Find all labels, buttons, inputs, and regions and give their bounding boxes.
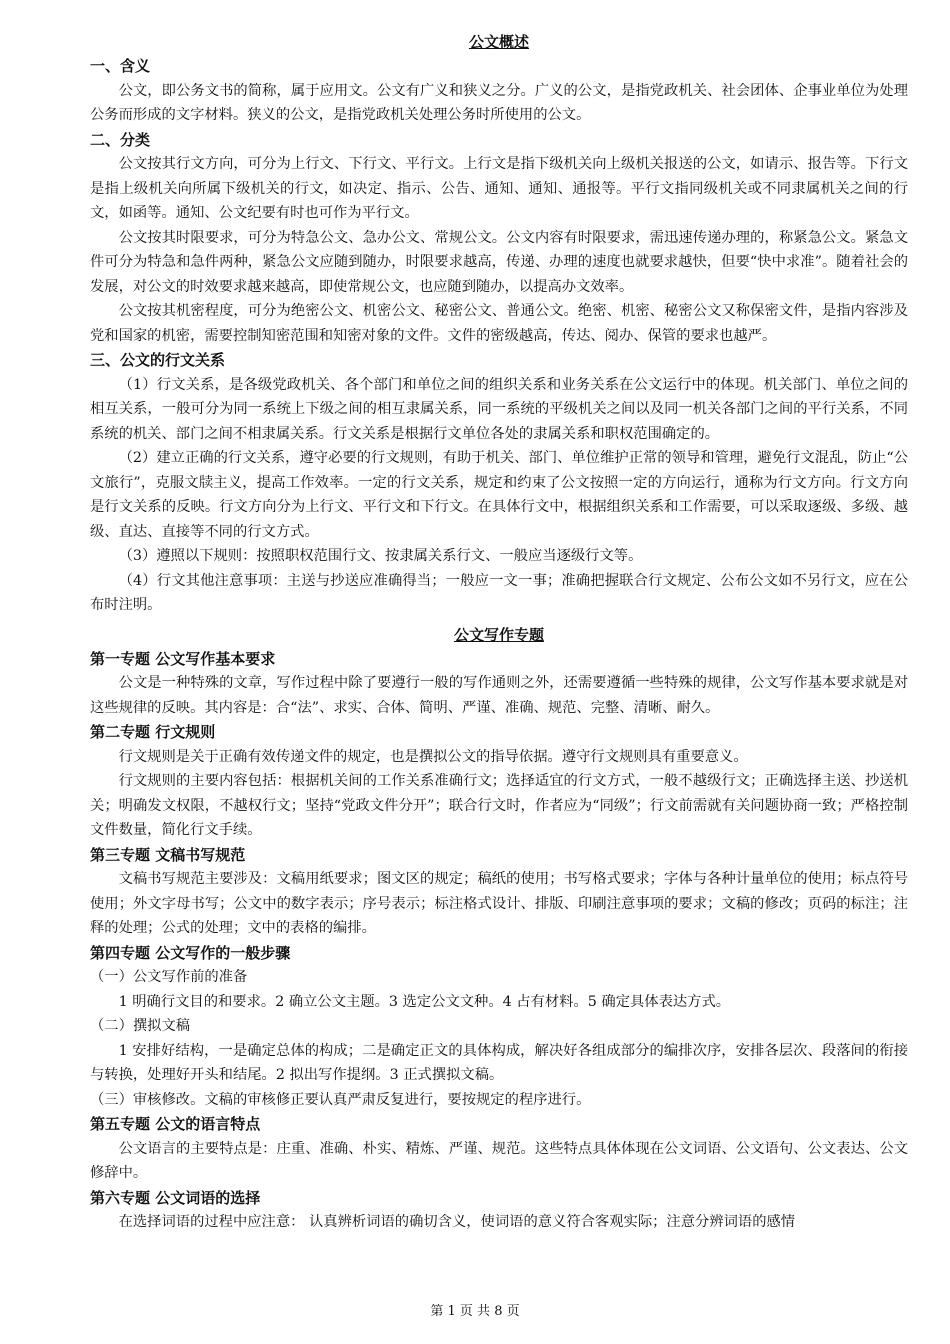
paragraph: 公文按其行文方向，可分为上行文、下行文、平行文。上行文是指下级机关向上级机关报送的公文，如请示、报告等。下行文是指上级机关向所属下级机关的行文，如决定、指示、公告、通知、通知、通报等。平行文指同级机关或不同隶属机关之间的行文，如函等。通知、公文纪要有时也可作为平行文。: [90, 156, 908, 221]
paragraph: 公文，即公务文书的简称，属于应用文。公文有广义和狭义之分。广义的公文，是指党政机关、社会团体、企事业单位为处理公务而形成的文字材料。狭义的公文，是指党政机关处理公务时所使用的公文。: [90, 82, 908, 123]
paragraph: 在选择词语的过程中应注意： 认真辨析词语的确切含义，使词语的意义符合客观实际；注意分辨词语的感情: [118, 1214, 796, 1230]
paragraph: 公文是一种特殊的文章，写作过程中除了要遵行一般的写作通则之外，还需要遵循一些特殊的规律，公文写作基本要求就是对这些规律的反映。其内容是：合“法”、求实、合体、简明、严谨、准确、规范、完整、清晰、耐久。: [90, 675, 908, 716]
heading-meaning: 一、含义: [90, 57, 151, 75]
paragraph: 1 安排好结构，一是确定总体的构成；二是确定正文的具体构成，解决好各组成部分的编排次序，安排各层次、段落间的衔接与转换，处理好开头和结尾。2 拟出写作提纲。3 正式撰拟文稿。: [90, 1042, 908, 1083]
paragraph: （1）行文关系，是各级党政机关、各个部门和单位之间的组织关系和业务关系在公文运行中的体现。机关部门、单位之间的相互关系，一般可分为同一系统上下级之间的相互隶属关系，同一系统的平级机关之间以及同一机关各部门之间的平行关系，不同系统的机关、部门之间不相隶属关系。行文关系是根据行文单位各处的隶属关系和职权范围确定的。: [90, 376, 908, 442]
document-content: [90, 30, 908, 1235]
paragraph: 公文按其时限要求，可分为特急公文、急办公文、常规公文。公文内容有时限要求，需迅速传递办理的，称紧急公文。紧急文件可分为特急和急件两种，紧急公文应随到随办，时限要求越高，传递、办理的速度也就要求越快，但要“快中求准”。随着社会的发展，对公文的时效要求越来越高，即使常规公文，也应随到随办，以提高办文效率。: [90, 229, 908, 295]
paragraph: （4）行文其他注意事项：主送与抄送应准确得当；一般应一文一事；准确把握联合行文规定、公布公文如不另行文，应在公布时注明。: [90, 572, 908, 613]
paragraph: 行文规则是关于正确有效传递文件的规定，也是撰拟公文的指导依据。遵守行文规则具有重要意义。: [118, 748, 748, 765]
paragraph: （2）建立正确的行文关系，遵守必要的行文规则，有助于机关、部门、单位维护正常的领导和管理，避免行文混乱，防止“公文旅行”，克服文牍主义，提高工作效率。一定的行文关系，规定和约束了公文按照一定的方向运行，通称为行文方向。行文方向是行文关系的反映。行文方向分为上行文、平行文和下行文。在具体行文中，根据组织关系和工作需要，可以采取逐级、多级、越级、直达、直接等不同的行文方式。: [90, 450, 908, 540]
subheading: （一）公文写作前的准备: [90, 969, 248, 985]
subheading: （二）撰拟文稿: [90, 1018, 191, 1034]
heading-topic-6: 第六专题 公文词语的选择: [90, 1188, 261, 1207]
subheading: （三）审核修改。文稿的审核修正要认真严肃反复进行，要按规定的程序进行。: [90, 1091, 591, 1108]
paragraph: 公文按其机密程度，可分为绝密公文、机密公文、秘密公文、普通公文。绝密、机密、秘密公文又称保密文件，是指内容涉及党和国家的机密，需要控制知密范围和知密对象的文件。文件的密级越高，传达、阅办、保管的要求也越严。: [90, 303, 908, 344]
heading-topic-3: 第三专题 文稿书写规范: [90, 845, 246, 864]
heading-topic-5: 第五专题 公文的语言特点: [90, 1115, 261, 1133]
paragraph: 1 明确行文目的和要求。2 确立公文主题。3 选定公文文种。4 占有材料。5 确定具体表达方式。: [118, 993, 731, 1010]
heading-topic-4: 第四专题 公文写作的一般步骤: [90, 943, 291, 962]
paragraph: 行文规则的主要内容包括：根据机关间的工作关系准确行文；选择适宜的行文方式，一般不越级行文；正确选择主送、抄送机关；明确发文权限，不越权行文；坚持“党政文件分开”；联合行文时，作者应为“同级”；行文前需就有关问题协商一致；严格控制文件数量，简化行文手续。: [90, 773, 908, 838]
heading-document-relations: 三、公文的行文关系: [90, 351, 226, 369]
heading-topic-1: 第一专题 公文写作基本要求: [90, 649, 276, 668]
paragraph: 文稿书写规范主要涉及：文稿用纸要求；图文区的规定；稿纸的使用；书写格式要求；字体与各种计量单位的使用；标点符号使用；外文字母书写；公文中的数字表示；序号表示；标注格式设计、排版、印刷注意事项的要求；文稿的修改；页码的标注；注释的处理；公式的处理；文中的表格的编排。: [90, 871, 908, 936]
section-title-writing-topics: 公文写作专题: [453, 625, 544, 644]
paragraph: 公文语言的主要特点是：庄重、准确、朴实、精炼、严谨、规范。这些特点具体体现在公文词语、公文语句、公文表达、公文修辞中。: [90, 1140, 908, 1181]
paragraph: （3）遵照以下规则：按照职权范围行文、按隶属关系行文、一般应当逐级行文等。: [118, 548, 643, 564]
section-title-overview: 公文概述: [468, 33, 529, 51]
heading-classification: 二、分类: [90, 130, 151, 149]
heading-topic-2: 第二专题 行文规则: [90, 723, 216, 741]
page-footer: 第 1 页 共 8 页: [430, 1304, 520, 1319]
